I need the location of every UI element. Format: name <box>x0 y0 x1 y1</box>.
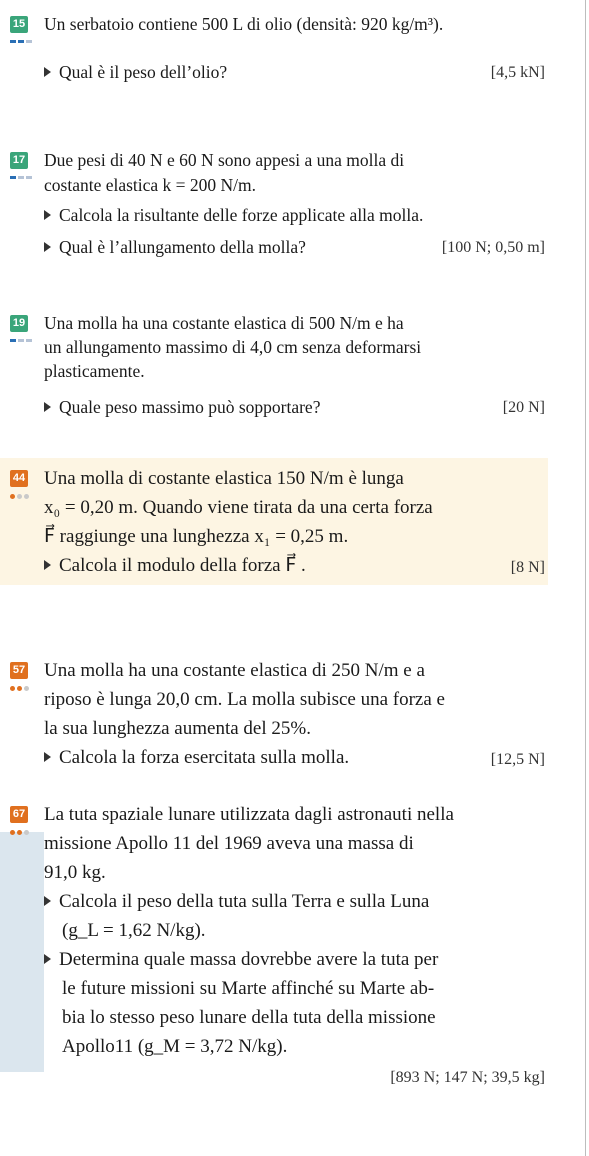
difficulty-dots <box>10 686 29 691</box>
question: Determina quale massa dovrebbe avere la tuta per <box>44 948 438 971</box>
problem-text: F⃗ raggiunge una lunghezza x₁ = 0,25 m. <box>44 526 349 547</box>
question-continuation: (g_L = 1,62 N/kg). <box>62 920 206 941</box>
question: Calcola il peso della tuta sulla Terra e sulla Luna <box>44 890 429 913</box>
problem-text: la sua lunghezza aumenta del 25%. <box>44 718 311 739</box>
difficulty-dots <box>10 494 29 499</box>
problem-text: Una molla ha una costante elastica di 250 N/m e a <box>44 660 425 681</box>
problem-text: La tuta spaziale lunare utilizzata dagli astronauti nella <box>44 804 454 825</box>
answer: [12,5 N] <box>490 751 545 768</box>
problem-text: Una molla di costante elastica 150 N/m è lunga <box>44 468 404 489</box>
answer: [20 N] <box>502 399 545 416</box>
problem-text: missione Apollo 11 del 1969 aveva una massa di <box>44 833 414 854</box>
difficulty-dots <box>10 339 32 342</box>
question: Calcola il modulo della forza F⃗ . <box>44 554 306 577</box>
question: Qual è l’allungamento della molla? <box>44 236 306 259</box>
difficulty-dots <box>10 176 32 179</box>
problem-text: riposo è lunga 20,0 cm. La molla subisce una forza e <box>44 689 445 710</box>
problem-number-badge: 17 <box>10 152 28 169</box>
problem-text: un allungamento massimo di 4,0 cm senza deformarsi <box>44 337 422 357</box>
problem-number-badge: 15 <box>10 16 28 33</box>
answer: [8 N] <box>510 559 545 576</box>
problem-text: Una molla ha una costante elastica di 500 N/m e ha <box>44 313 404 333</box>
problem-number-badge: 19 <box>10 315 28 332</box>
side-bar <box>0 832 44 1072</box>
problem-number-badge: 67 <box>10 806 28 823</box>
answer: [100 N; 0,50 m] <box>441 239 545 256</box>
problem-text: plasticamente. <box>44 361 145 381</box>
question: Calcola la risultante delle forze applicate alla molla. <box>44 204 423 227</box>
problem-text: 91,0 kg. <box>44 862 106 883</box>
problem-number-badge: 44 <box>10 470 28 487</box>
question-continuation: bia lo stesso peso lunare della tuta della missione <box>62 1007 436 1028</box>
answer: [893 N; 147 N; 39,5 kg] <box>390 1069 545 1086</box>
problem-text: x₀ = 0,20 m. Quando viene tirata da una certa forza <box>44 497 433 518</box>
question: Quale peso massimo può sopportare? <box>44 396 320 419</box>
problem-text: Due pesi di 40 N e 60 N sono appesi a una molla di <box>44 150 405 170</box>
difficulty-dots <box>10 40 32 43</box>
question-continuation: Apollo11 (g_M = 3,72 N/kg). <box>62 1036 288 1057</box>
page-edge-rule <box>585 0 586 1156</box>
problem-text: Un serbatoio contiene 500 L di olio (densità: 920 kg/m³). <box>44 14 444 34</box>
problem-text: costante elastica k = 200 N/m. <box>44 175 257 195</box>
question-continuation: le future missioni su Marte affinché su Marte ab- <box>62 978 435 999</box>
answer: [4,5 kN] <box>490 64 545 81</box>
problem-number-badge: 57 <box>10 662 28 679</box>
difficulty-dots <box>10 830 29 835</box>
question: Qual è il peso dell’olio? <box>44 61 227 84</box>
question: Calcola la forza esercitata sulla molla. <box>44 746 349 769</box>
